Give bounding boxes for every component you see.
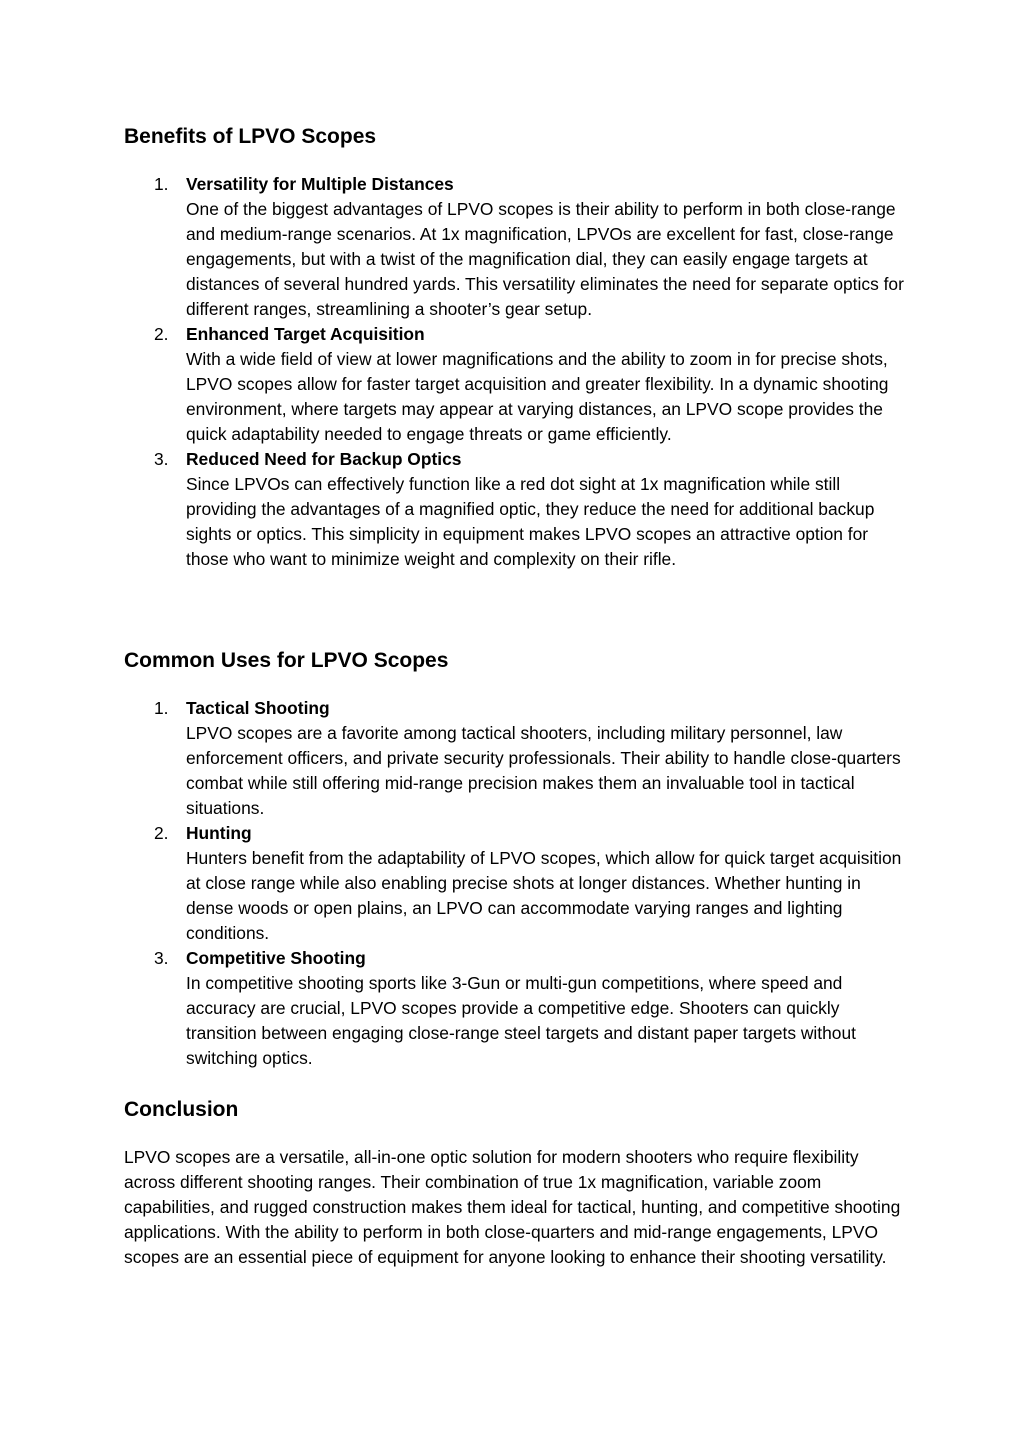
- list-number: 2.: [154, 324, 169, 344]
- list-item-body: With a wide field of view at lower magnifications and the ability to zoom in for precise shots, LPVO scopes allow for faster target acquisition and greater flexibility. In a dynamic shooting environment, where targets may appear at varying distances, an LPVO scope provides the quick adaptability needed to engage threats or game efficiently.: [186, 349, 889, 444]
- list-item: [124, 447, 904, 572]
- list-number: 1.: [154, 174, 169, 194]
- section-heading: Common Uses for LPVO Scopes: [124, 649, 449, 672]
- list-item-title: Enhanced Target Acquisition: [186, 324, 425, 344]
- list-item-title: Tactical Shooting: [186, 698, 330, 718]
- conclusion-paragraph: LPVO scopes are a versatile, all-in-one optic solution for modern shooters who require flexibility across different shooting ranges. Their combination of true 1x magnification, variable zoom capabilities, and rugged construction makes them ideal for tactical, hunting, and competitive shooting applications. With the ability to perform in both close-quarters and mid-range engagements, LPVO scopes are an essential piece of equipment for anyone looking to enhance their shooting versatility.: [124, 1147, 901, 1267]
- list-item-title: Reduced Need for Backup Optics: [186, 449, 462, 469]
- section-common-uses: [124, 648, 904, 1071]
- list-item: [124, 322, 904, 447]
- list-number: 2.: [154, 823, 169, 843]
- section-benefits: [124, 124, 904, 572]
- section-heading: Conclusion: [124, 1098, 239, 1121]
- list-number: 1.: [154, 698, 169, 718]
- list-number: 3.: [154, 948, 169, 968]
- list-item: [124, 946, 904, 1071]
- list-item-title: Competitive Shooting: [186, 948, 366, 968]
- list-item-body: In competitive shooting sports like 3-Gun or multi-gun competitions, where speed and accuracy are crucial, LPVO scopes provide a competitive edge. Shooters can quickly transition between engaging close-range steel targets and distant paper targets without switching optics.: [186, 973, 856, 1068]
- list-item-body: LPVO scopes are a favorite among tactical shooters, including military personnel, law enforcement officers, and private security professionals. Their ability to handle close-quarters combat while still offering mid-range precision makes them an invaluable tool in tactical situations.: [186, 723, 901, 818]
- list-item-body: One of the biggest advantages of LPVO scopes is their ability to perform in both close-range and medium-range scenarios. At 1x magnification, LPVOs are excellent for fast, close-range engagements, but with a twist of the magnification dial, they can easily engage targets at distances of several hundred yards. This versatility eliminates the need for separate optics for different ranges, streamlining a shooter’s gear setup.: [186, 199, 904, 319]
- list-item: [124, 172, 904, 322]
- list-item-title: Hunting: [186, 823, 252, 843]
- list-item: [124, 696, 904, 821]
- section-conclusion: [124, 1097, 904, 1270]
- list-item-title: Versatility for Multiple Distances: [186, 174, 454, 194]
- list-item-body: Hunters benefit from the adaptability of LPVO scopes, which allow for quick target acquisition at close range while also enabling precise shots at longer distances. Whether hunting in dense woods or open plains, an LPVO can accommodate varying ranges and lighting conditions.: [186, 848, 902, 943]
- list-item-body: Since LPVOs can effectively function like a red dot sight at 1x magnification while still providing the advantages of a magnified optic, they reduce the need for additional backup sights or optics. This simplicity in equipment makes LPVO scopes an attractive option for those who want to minimize weight and complexity on their rifle.: [186, 474, 875, 569]
- list-item: [124, 821, 904, 946]
- list-number: 3.: [154, 449, 169, 469]
- section-heading: Benefits of LPVO Scopes: [124, 125, 377, 148]
